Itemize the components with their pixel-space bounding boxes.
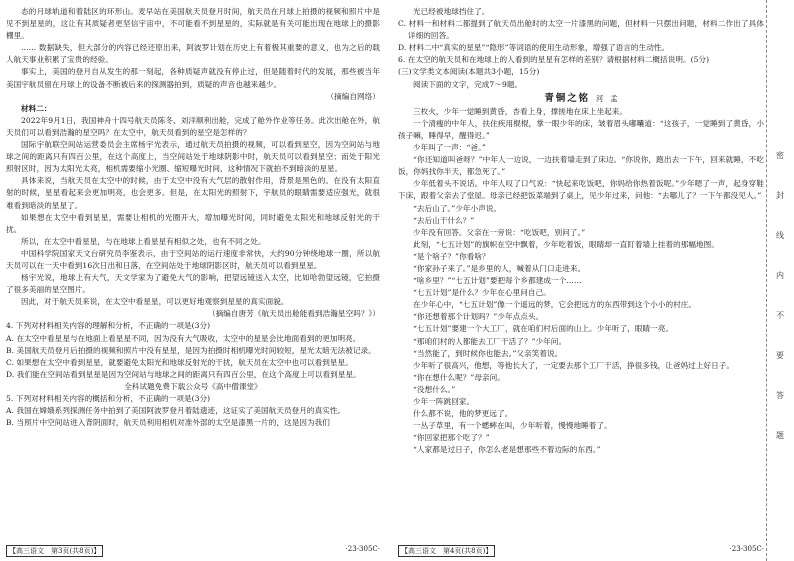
story-paragraph: 此刻，“七五计划”的旗帜在空中飘着，少年吃着饭，眼睛却一直盯着墙上挂着的那幅地图。: [413, 239, 719, 249]
story-paragraph: 什么都不说，他的梦更远了。: [413, 409, 513, 419]
question-option: A. 我国在嫦娥系列探测任务中拍到了美国阿波罗登月着陆遗迹，这证实了美国航天员登月的真实性。: [6, 406, 346, 416]
passage-paragraph: 事实上，美国的登月自从发生的那一刻起，各种质疑声就没有停止过，但是随着时代的发展，那些被当年美国宇航员留在月球上的设备不断被后来的探测器拍到，质疑的声音也越来越少。: [6, 67, 380, 89]
left-column: [6, 6, 380, 429]
story-paragraph: “去后山干什么？”: [413, 215, 475, 225]
story-paragraph: “没想什么。”: [413, 384, 456, 394]
story-paragraph: 少年叫了一声：“爸。”: [413, 143, 486, 153]
seal-line-char: 封: [776, 191, 784, 200]
passage-paragraph: 态的月球轨道和着陆区的环形山。麦早站在美国航天员登月时间，航天员在月球上拍摄的视频和照片中是见不到星星的，这让有其质疑者更坚信宇宙中，不可能看不到星星的，实际就是有关可能出现在地球上的摄影棚里。: [6, 7, 380, 41]
passage-paragraph: 国际宇航联空间站运营委员会主席杨宇光表示，通过航天员拍摄的视频，可以看到星空，因为空间站与地球之间的距离只有四百公里，在这个高度上，当空间站处于地球阴影中时，航天员可以看到星空；而处于阳光照射区时，因为太阳光太亮，相机需要缩小光圈、缩短曝光时间，这种情况下就拍不到暗淡的星星。: [6, 140, 380, 174]
story-paragraph: 一丛子草里，有一个蟋蟀在叫，少年听着，慢慢地睡着了。: [413, 421, 612, 431]
passage-paragraph: 所以，在太空中看星星，与在地球上看星星有相似之处，也有不同之处。: [21, 236, 266, 246]
question-option: B. 当照片中空间站进入背阴面时，航天员利用相机对准外部的太空是漆黑一片的，这是因为我们: [6, 418, 330, 428]
left-footer-code: ·23-305C·: [345, 545, 380, 553]
story-paragraph: “当然能了，到时候你也能去。”父亲笑着说。: [413, 348, 563, 358]
seal-line-char: 不: [776, 311, 784, 320]
question-option: B. 美国航天员登月后拍摄的视频和照片中没有星星，是因为拍摄时相机曝光时间较短，星光太暗无法被记录。: [6, 345, 376, 355]
story-paragraph: “七五计划”是什么？少年在心里问自己。: [413, 288, 551, 298]
seal-line-char: 答: [776, 391, 784, 400]
question-option: C. 如果想在太空中看到星星，就要避免太阳光和地球反射光的干扰，航天员在太空中也可以看到星星。: [6, 357, 353, 367]
question-option: A. 在太空中看星星与在地面上看星星不同，因为没有大气吸收，太空中的星星会比地面看到的更加明亮。: [6, 333, 361, 343]
source-note: （摘编自网络）: [326, 91, 380, 101]
story-paragraph: “你还知道叫爸呀？”中年人一边说，一边扶着墙走到了床边。“你说你，跑出去一下午，回来就睡，不吃饭，你妈找你半天，都急死了。”: [398, 155, 764, 177]
right-column: [398, 6, 764, 456]
story-paragraph: 一个清瘦的中年人，扶住疾用棍棍，掌一眼少年的床，皱着眉头嘟囔道：“这孩子，一觉睡到了黄昏，小孩子嘛，睡得早，醒得迟。”: [398, 118, 764, 140]
passage-paragraph: 中国科学院国家天文台研究员李鉴表示，由于空间站的运行速度非常快，大约90分钟绕地球一圈，所以航天员可以在一天中看到16次日出和日落，在空间站处于地球阴影区时，航天员可以看到星星。: [6, 248, 380, 270]
story-paragraph: “你回家把那个吃了？”: [413, 433, 490, 443]
question-stem: 5. 下列对材料相关内容的概括和分析，不正确的一项是(3分): [6, 394, 211, 403]
story-paragraph: 三枚火，少年一觉睡到黄昏，杏看上身，撑搓地在床上坐起来。: [413, 106, 628, 116]
story-paragraph: 少年低着头不说话。中年人叹了口气说：“快起来吃饭吧，你妈给你热着饭呢。”少年嗯了一声，起身穿鞋下床，跟着父亲去了堂屋。母亲已经把饭菜端到了桌上，见少年过来，问他：“去哪儿了？一下午都没见人。”: [398, 179, 764, 201]
question-stem: 4. 下列对材料相关内容的理解和分析，不正确的一项是(3分): [6, 321, 211, 331]
story-paragraph: 少年没有回答。父亲在一旁说：“吃饭吧，别问了。”: [413, 227, 586, 237]
story-paragraph: 少年一阵跳回家。: [413, 397, 475, 406]
continued-line: 光已经被地球挡住了。: [413, 7, 490, 16]
story-paragraph: “啥乡里？”“七五计划”要把每个乡都建成一个……: [413, 276, 582, 286]
seal-line-char: 线: [776, 231, 784, 240]
seal-line-char: 内: [776, 271, 784, 280]
left-page-footer: [6, 545, 380, 556]
material-label: 材料二：: [21, 103, 52, 113]
right-footer-page-label: 【高三语文 第4页(共8页)】: [398, 545, 495, 557]
right-page-footer: [398, 545, 764, 556]
passage-paragraph: 具体来说，当航天员在太空中的时候，由于太空中没有大气层的散射作用，背景是黑色的。在没有太阳直射的时候，星星看起来会更加明亮，也会更多。但是，在太阳光的照射下，宇航员的眼睛需要适应强光，就很难看到暗淡的星星了。: [6, 176, 380, 210]
question-option: D. 我们能在空间站看到星星是因为空间站与地球之间的距离只有四百公里，在这个高度上可以看到星星。: [6, 369, 361, 379]
passage-paragraph: 因此，对于航天员来说，在太空中看星星，可以更好地观察到星星的真实面貌。: [21, 297, 289, 307]
left-footer-page-label: 【高三语文 第3页(共8页)】: [6, 545, 103, 557]
question-stem: 6. 在太空的航天员和在地球上的人看到的星星有怎样的差别？请根据材料二概括说明。(5分): [398, 55, 710, 65]
question-option: C. 材料一和材料二都提到了航天员出舱时的太空一片漆黑的问题，但材料一只摆出问题，材料二作出了具体详细的回答。: [398, 19, 764, 41]
question-option: D. 材料二中“真实的星星”“隐形”等词语的使用生动形象，增强了语言的生动性。: [398, 43, 670, 53]
story-paragraph: “那咱们村的人都能去工厂干活了？”少年问。: [413, 336, 567, 346]
story-paragraph: “是个啥子？”你看啥？: [413, 251, 490, 261]
seal-line-char: 密: [776, 151, 784, 160]
passage-paragraph: 杨宇光说，地球上有大气，天文学家为了避免大气的影响，把望远镜送入太空，比如哈勃望远镜，它拍摄了很多美丽的星空图片。: [6, 273, 380, 295]
right-footer-code: ·23-305C·: [729, 545, 764, 553]
story-paragraph: 在少年心中，“七五计划”像一个遥远的梦，它会把远方的东西带到这个小小的村庄。: [413, 300, 697, 310]
seal-line-char: 要: [776, 351, 784, 360]
seal-line-margin: [766, 0, 794, 561]
story-paragraph: “你家孙子来了。”是乡里的人，喊着从门口走进来。: [413, 263, 586, 273]
story-author: 河 孟: [595, 93, 618, 103]
story-paragraph: “你在想什么呢？”母亲问。: [413, 372, 505, 382]
watermark-text: 全科试题免费下载公众号《高中僧课堂》: [124, 381, 262, 391]
story-paragraph: “七五计划”要建一个大工厂，就在咱们村后面的山上。少年听了，眼睛一亮。: [413, 324, 674, 334]
story-paragraph: “去后山了。”少年小声说。: [413, 203, 502, 213]
story-title-line: [398, 93, 764, 105]
story-paragraph: “你还想着那个计划吗？”少年点点头。: [413, 312, 544, 322]
section-heading: (三)文学类文本阅读(本题共3小题，15分): [398, 67, 540, 77]
story-paragraph: “人家都是过日子，你怎么老是想那些不着边际的东西。”: [413, 445, 601, 455]
story-paragraph: 少年听了很高兴，他想，等他长大了，一定要去那个工厂干活，挣很多钱，让爸妈过上好日子。: [413, 360, 735, 370]
passage-paragraph: 如果想在太空中看到星星，需要让相机的光圈开大，增加曝光时间，同时避免太阳光和地球反射光的干扰。: [6, 212, 380, 234]
passage-paragraph: 2022年9月1日，我国神舟十四号航天员陈冬、刘洋顺利出舱，完成了舱外作业等任务。此次出舱在外，航天员们可以看到浩瀚的星空吗？在太空中，航天员看到的星空是怎样的？: [6, 115, 380, 137]
source-note: （摘编自唐芳《航天员出舱能看到浩瀚星空吗？》）: [207, 309, 380, 319]
passage-paragraph: …… 数据缺失，但大部分的内容已经还原出来，阿波罗计划在历史上有着极其重要的意义，也为之后的载人航天事业积累了宝贵的经验。: [6, 43, 380, 65]
section-instruction: 阅读下面的文字，完成7～9题。: [413, 79, 523, 89]
seal-line-char: 题: [776, 431, 784, 440]
story-title: 青铜之铭: [544, 92, 590, 104]
